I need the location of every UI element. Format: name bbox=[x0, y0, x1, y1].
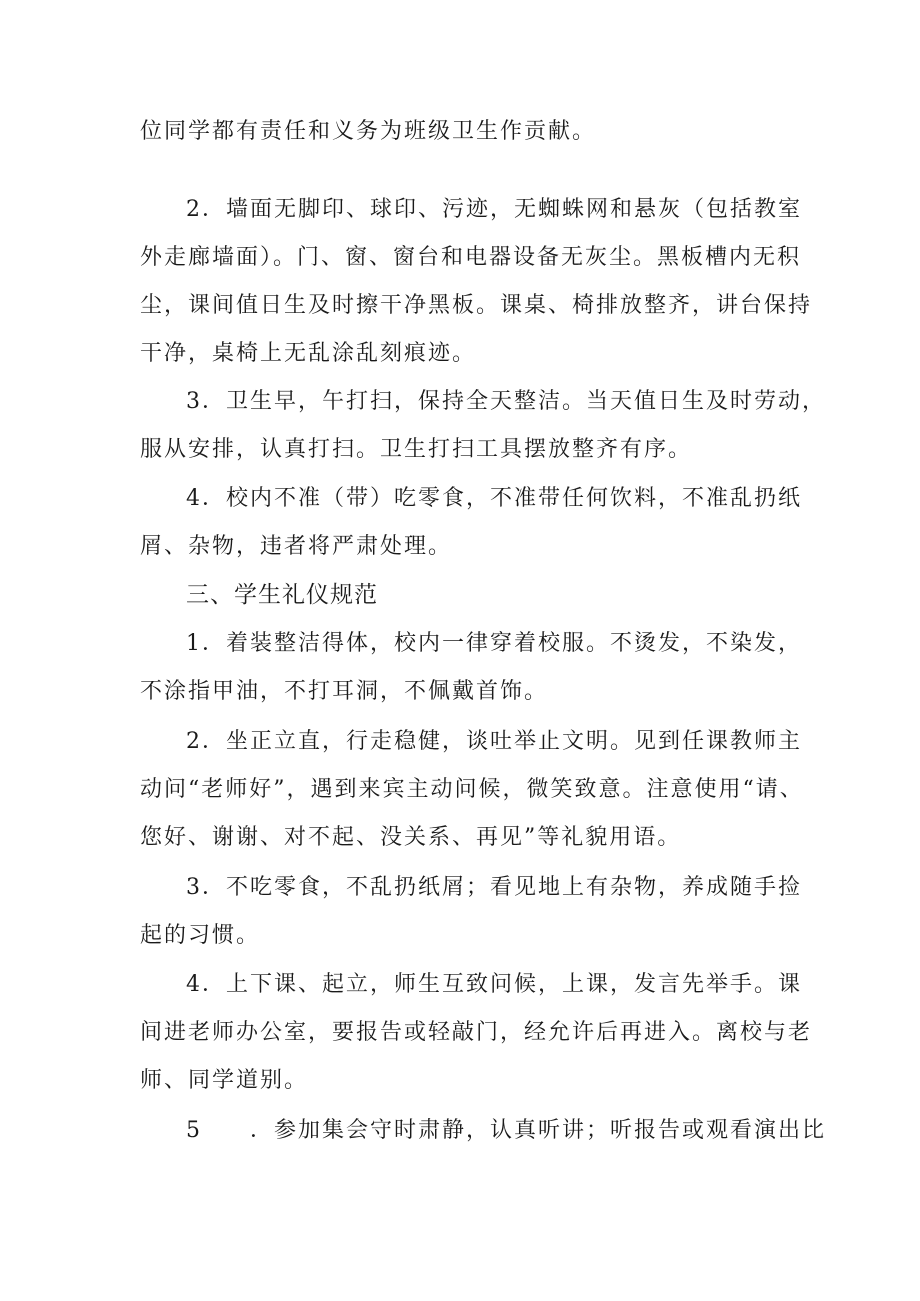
paragraph-line: 外走廊墙面）。门、窗、窗台和电器设备无灰尘。黑板槽内无积 bbox=[140, 245, 802, 270]
paragraph-line: 5 ．参加集会守时肃静，认真听讲；听报告或观看演出比 bbox=[186, 1118, 826, 1143]
paragraph-line: 干净，桌椅上无乱涂乱刻痕迹。 bbox=[140, 341, 477, 366]
paragraph-line: 不涂指甲油，不打耳洞，不佩戴首饰。 bbox=[140, 679, 549, 704]
paragraph-line: 起的习惯。 bbox=[140, 923, 261, 948]
paragraph-line: 间进老师办公室，要报告或轻敲门，经允许后再进入。离校与老 bbox=[140, 1020, 813, 1045]
paragraph-line: 2．墙面无脚印、球印、污迹，无蜘蛛网和悬灰（包括教室 bbox=[186, 197, 802, 222]
paragraph-line: 动问“老师好”，遇到来宾主动问候，微笑致意。注意使用“请、 bbox=[140, 777, 804, 802]
section-heading: 三、学生礼仪规范 bbox=[186, 582, 378, 608]
paragraph-line: 2．坐正立直，行走稳健，谈吐举止文明。见到任课教师主 bbox=[186, 729, 802, 754]
paragraph-line: 服从安排，认真打扫。卫生打扫工具摆放整齐有序。 bbox=[140, 437, 693, 462]
paragraph-line: 屑、杂物，违者将严肃处理。 bbox=[140, 534, 453, 559]
paragraph-line: 3．不吃零食，不乱扔纸屑；看见地上有杂物，养成随手捡 bbox=[186, 875, 802, 900]
paragraph-line: 师、同学道别。 bbox=[140, 1068, 309, 1093]
paragraph-line: 3．卫生早，午打扫，保持全天整洁。当天值日生及时劳动， bbox=[186, 389, 826, 414]
paragraph-line: 4．校内不准（带）吃零食，不准带任何饮料，不准乱扔纸 bbox=[186, 486, 802, 511]
paragraph-line: 您好、谢谢、对不起、没关系、再见”等礼貌用语。 bbox=[140, 825, 682, 850]
paragraph-line: 4．上下课、起立，师生互致问候，上课，发言先举手。课 bbox=[186, 972, 802, 997]
paragraph-line: 1．着装整洁得体，校内一律穿着校服。不烫发，不染发， bbox=[186, 631, 802, 656]
paragraph-line: 尘，课间值日生及时擦干净黑板。课桌、椅排放整齐，讲台保持 bbox=[140, 293, 813, 318]
paragraph-line: 位同学都有责任和义务为班级卫生作贡献。 bbox=[140, 119, 597, 144]
